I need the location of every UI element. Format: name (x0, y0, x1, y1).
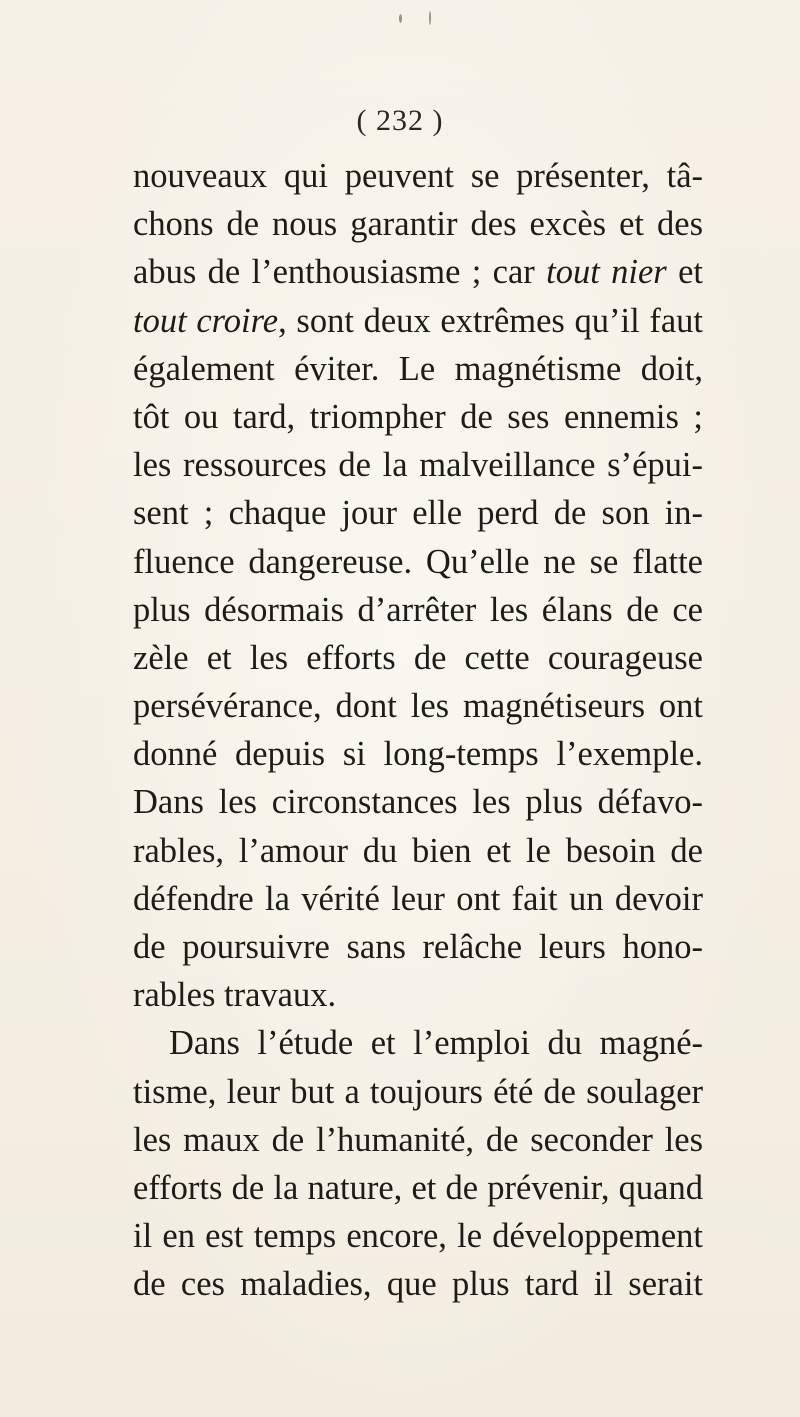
text-line: persévérance, dont les magnétiseurs ont (133, 687, 703, 726)
body-text (133, 152, 703, 1309)
text-line: Dans l’étude et l’emploi du magné- (169, 1024, 703, 1063)
text-line: sent ; chaque jour elle perd de son in- (133, 494, 703, 533)
text-line: fluence dangereuse. Qu’elle ne se flatte (133, 542, 703, 581)
italic-phrase: tout nier (546, 253, 667, 292)
text-line: tisme, leur but a toujours été de soulager (133, 1072, 703, 1111)
text-line: rables, l’amour du bien et le besoin de (133, 831, 703, 870)
text-line: rables travaux. (133, 976, 337, 1015)
text-line: il en est temps encore, le développement (133, 1217, 703, 1256)
text-line: donné depuis si long-temps l’exemple. (133, 735, 703, 774)
text-line: efforts de la nature, et de prévenir, quand (133, 1168, 703, 1207)
text-line: chons de nous garantir des excès et des (133, 205, 703, 244)
text-line: de ces maladies, que plus tard il serait (133, 1265, 703, 1304)
text-line: Dans les circonstances les plus défavo- (133, 783, 703, 822)
text-line: de poursuivre sans relâche leurs hono- (133, 928, 703, 966)
text-line: zèle et les efforts de cette courageuse (133, 638, 703, 677)
text-line: également éviter. Le magnétisme doit, (133, 349, 703, 388)
text-segment: , sont deux extrêmes qu’il faut (278, 301, 703, 340)
print-speck (399, 14, 402, 23)
print-speck (429, 11, 431, 25)
text-line: les ressources de la malveillance s’épui- (133, 446, 703, 485)
text-line (133, 297, 703, 345)
text-line: tôt ou tard, triompher de ses ennemis ; (133, 397, 703, 436)
text-segment: abus de l’enthousiasme ; car (133, 253, 547, 292)
page-number: ( 232 ) (356, 104, 444, 137)
text-segment: et (666, 253, 704, 292)
text-line: défendre la vérité leur ont fait un devoir (133, 879, 703, 918)
italic-phrase: tout croire (133, 301, 279, 340)
text-line (133, 248, 703, 296)
text-line: nouveaux qui peuvent se présenter, tâ- (133, 157, 703, 195)
text-line: les maux de l’humanité, de seconder les (133, 1120, 703, 1159)
text-line: plus désormais d’arrêter les élans de ce (133, 590, 703, 629)
